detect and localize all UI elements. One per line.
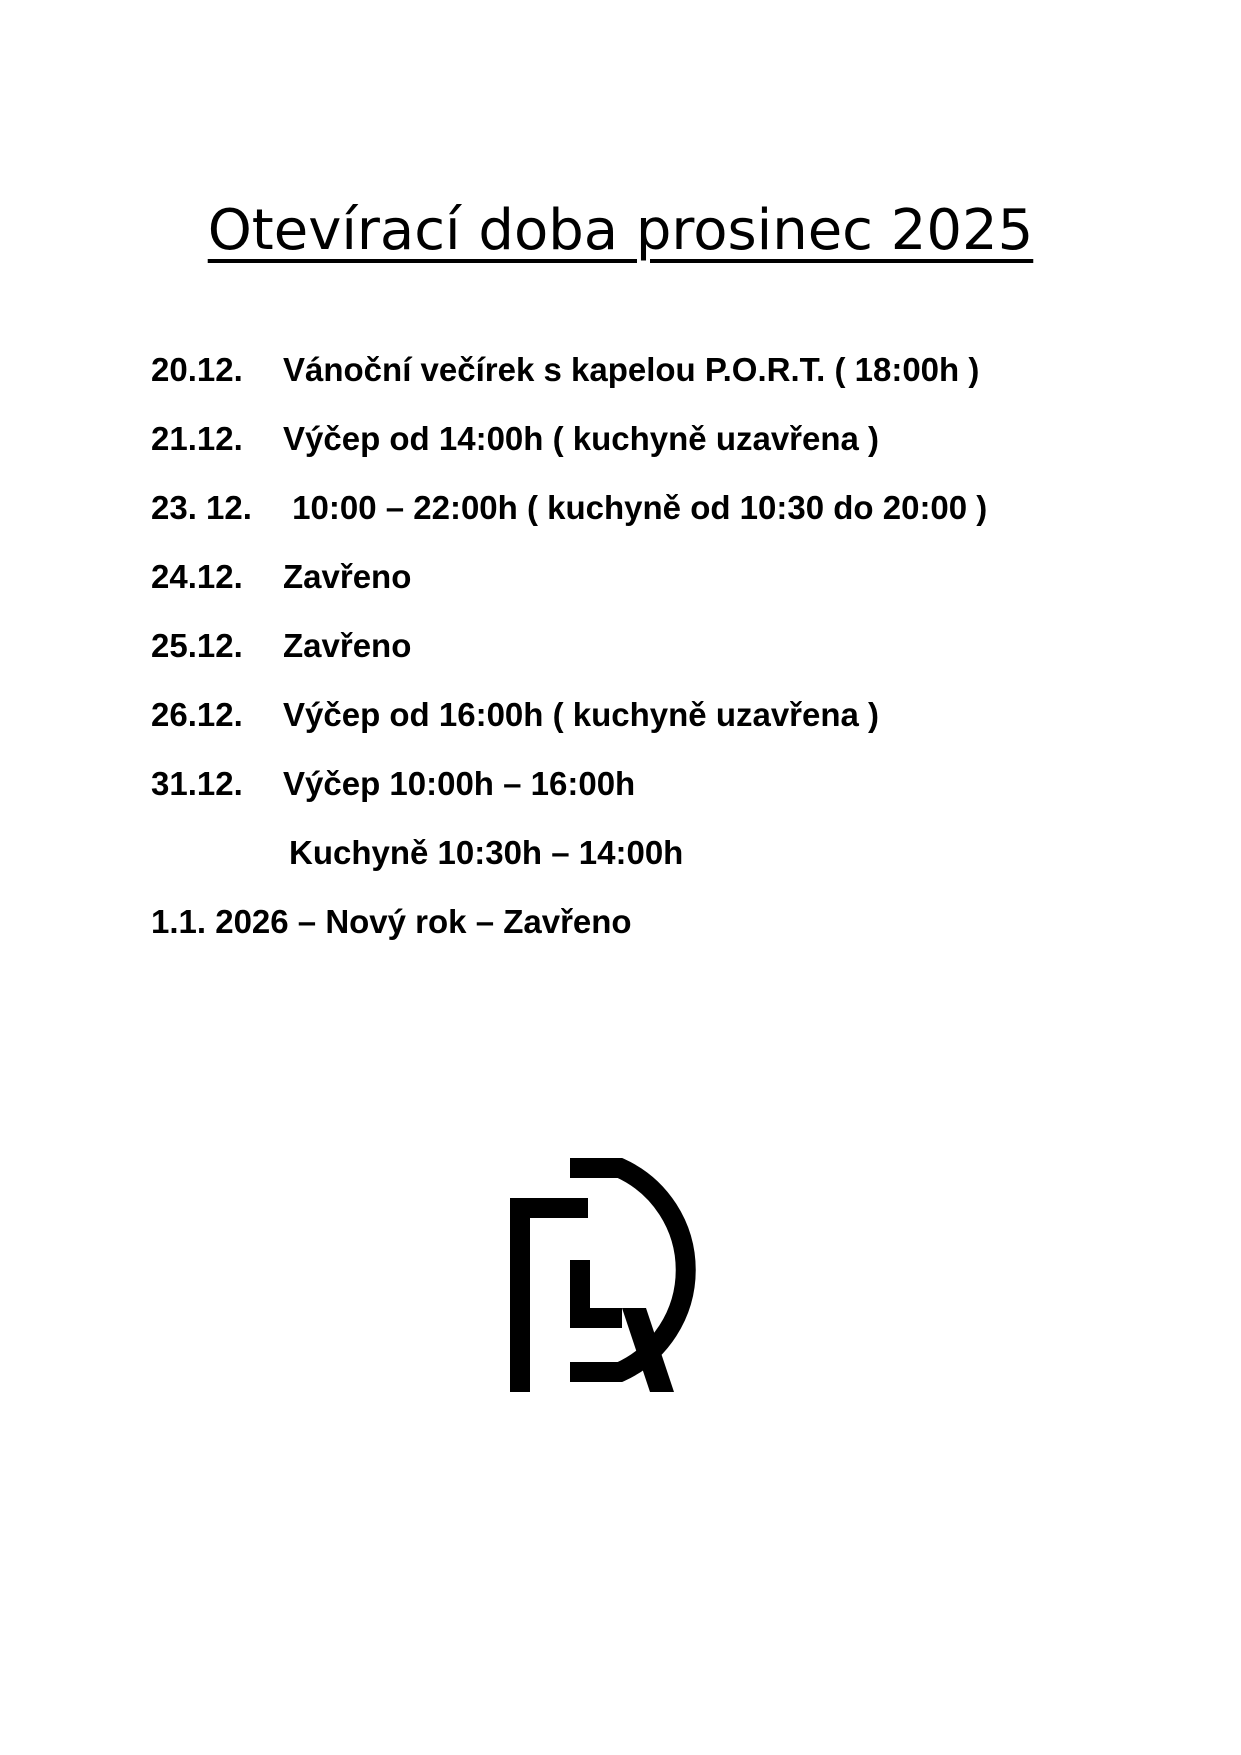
schedule-text: Zavřeno [283,558,412,595]
rd-monogram-logo-icon [510,1158,742,1392]
schedule-date: 31.12. [151,765,243,802]
schedule-text: Vánoční večírek s kapelou P.O.R.T. ( 18:00h ) [283,351,980,388]
schedule-date: 20.12. [151,351,243,388]
opening-hours-list [151,348,1131,969]
schedule-text: Zavřeno [283,627,412,664]
list-item [151,348,1131,417]
schedule-date: 25.12. [151,627,243,664]
list-item [151,555,1131,624]
schedule-date: 26.12. [151,696,243,733]
list-item [151,762,1131,831]
schedule-text: Výčep od 16:00h ( kuchyně uzavřena ) [283,696,880,733]
schedule-date: 23. 12. [151,489,252,526]
list-item [151,417,1131,486]
schedule-date: 21.12. [151,420,243,457]
page-title: Otevírací doba prosinec 2025 [207,197,1034,263]
schedule-text: Výčep 10:00h – 16:00h [283,765,636,802]
schedule-text: 10:00 – 22:00h ( kuchyně od 10:30 do 20:00 ) [283,489,988,526]
schedule-text: Kuchyně 10:30h – 14:00h [289,834,684,871]
schedule-date: 24.12. [151,558,243,595]
schedule-text: 1.1. 2026 – Nový rok – Zavřeno [151,903,632,940]
list-item [151,624,1131,693]
list-item [151,900,1131,969]
list-item-continuation [151,831,1131,900]
schedule-text: Výčep od 14:00h ( kuchyně uzavřena ) [283,420,880,457]
list-item [151,486,1131,555]
list-item [151,693,1131,762]
